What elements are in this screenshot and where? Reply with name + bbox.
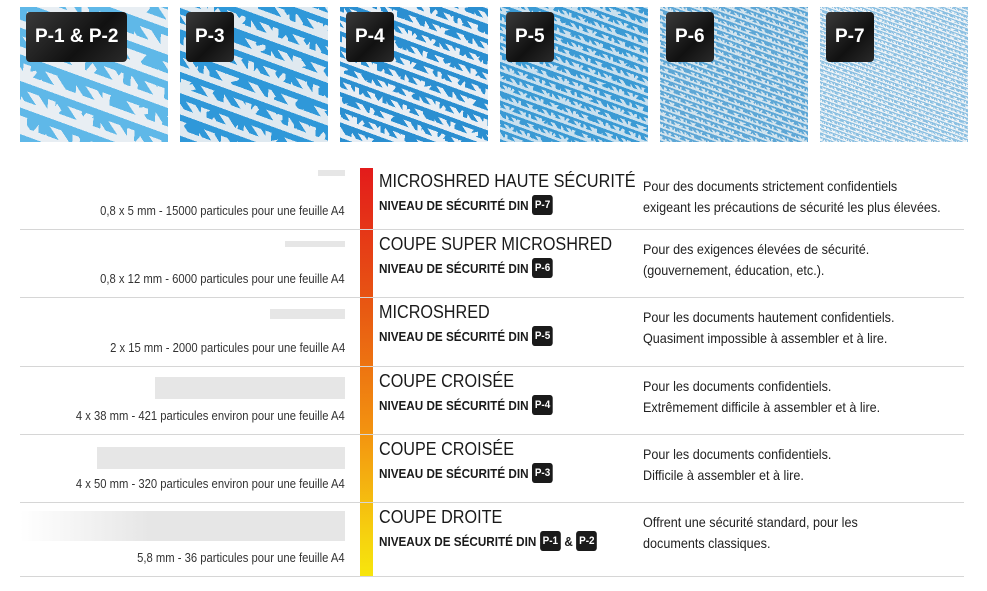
security-level-tag: P-6 bbox=[666, 12, 714, 62]
shred-sample-image bbox=[20, 7, 168, 142]
particle-size-text: 0,8 x 12 mm - 6000 particules pour une feuille A4 bbox=[100, 272, 345, 286]
particle-size-swatch bbox=[318, 170, 345, 176]
particle-size-swatch bbox=[20, 511, 345, 541]
din-level bbox=[379, 395, 553, 415]
cut-type-title: COUPE DROITE bbox=[379, 507, 503, 527]
description-line: Quasiment impossible à assembler et à lire. bbox=[643, 330, 888, 346]
security-level-row bbox=[20, 368, 964, 435]
badge-joiner: & bbox=[564, 533, 573, 549]
security-level-tag: P-4 bbox=[346, 12, 394, 62]
din-level-label: NIVEAU DE SÉCURITÉ DIN bbox=[379, 197, 529, 213]
security-level-tag: P-1 & P-2 bbox=[26, 12, 127, 62]
particle-size-swatch bbox=[97, 447, 345, 469]
shred-sample-image bbox=[500, 7, 648, 142]
particle-size-swatch bbox=[155, 377, 345, 399]
cut-type-title: COUPE SUPER MICROSHRED bbox=[379, 234, 613, 254]
din-level-badge: P-4 bbox=[532, 395, 553, 415]
description-line: Difficile à assembler et à lire. bbox=[643, 467, 804, 483]
description-line: Extrêmement difficile à assembler et à lire. bbox=[643, 399, 881, 415]
din-level-badge: P-3 bbox=[532, 463, 553, 483]
shred-sample-image bbox=[340, 7, 488, 142]
din-level-label: NIVEAU DE SÉCURITÉ DIN bbox=[379, 260, 529, 276]
din-level-label: NIVEAU DE SÉCURITÉ DIN bbox=[379, 465, 529, 481]
particle-size-swatch bbox=[285, 241, 345, 247]
din-level-badge: P-5 bbox=[532, 326, 553, 346]
particle-size-text: 2 x 15 mm - 2000 particules pour une feuille A4 bbox=[109, 341, 345, 355]
particle-size-swatch bbox=[270, 309, 345, 319]
security-level-row bbox=[20, 231, 964, 298]
description-line: exigeant les précautions de sécurité les plus élevées. bbox=[643, 199, 941, 215]
shred-sample-image bbox=[660, 7, 808, 142]
shred-sample-image bbox=[180, 7, 328, 142]
description bbox=[643, 176, 941, 218]
security-level-row bbox=[20, 436, 964, 503]
security-level-tag: P-5 bbox=[506, 12, 554, 62]
particle-size-text: 4 x 38 mm - 421 particules environ pour une feuille A4 bbox=[76, 409, 345, 423]
din-level-label: NIVEAU DE SÉCURITÉ DIN bbox=[379, 397, 529, 413]
security-level-tag: P-3 bbox=[186, 12, 234, 62]
particle-size-text: 4 x 50 mm - 320 particules environ pour une feuille A4 bbox=[76, 477, 345, 491]
cut-type-title: COUPE CROISÉE bbox=[379, 371, 515, 391]
particle-size-text: 5,8 mm - 36 particules pour une feuille A4 bbox=[137, 551, 345, 565]
description bbox=[643, 444, 831, 486]
description bbox=[643, 307, 894, 349]
description bbox=[643, 512, 858, 554]
din-level-badge: P-1 bbox=[540, 531, 561, 551]
particle-size-text: 0,8 x 5 mm - 15000 particules pour une feuille A4 bbox=[100, 204, 345, 218]
description-line: Pour des exigences élevées de sécurité. bbox=[643, 241, 870, 257]
description bbox=[643, 376, 880, 418]
security-level-tag: P-7 bbox=[826, 12, 874, 62]
description-line: Pour les documents confidentiels. bbox=[643, 378, 832, 394]
cut-type-title: MICROSHRED HAUTE SÉCURITÉ bbox=[379, 171, 636, 191]
din-level bbox=[379, 531, 597, 551]
security-level-row bbox=[20, 299, 964, 367]
security-level-row bbox=[20, 504, 964, 577]
din-level-badge: P-2 bbox=[576, 531, 597, 551]
description-line: (gouvernement, éducation, etc.). bbox=[643, 262, 825, 278]
din-level-badge: P-7 bbox=[532, 195, 553, 215]
din-level bbox=[379, 326, 553, 346]
din-level bbox=[379, 258, 553, 278]
cut-type-title: MICROSHRED bbox=[379, 302, 490, 322]
din-level-badge: P-6 bbox=[532, 258, 553, 278]
security-level-row bbox=[20, 168, 964, 230]
din-level-label: NIVEAU DE SÉCURITÉ DIN bbox=[379, 328, 529, 344]
description-line: Pour les documents confidentiels. bbox=[643, 446, 832, 462]
description-line: Pour les documents hautement confidentiels. bbox=[643, 309, 895, 325]
description bbox=[643, 239, 869, 281]
din-level bbox=[379, 195, 553, 215]
cut-type-title: COUPE CROISÉE bbox=[379, 439, 515, 459]
description-line: Pour des documents strictement confidentiels bbox=[643, 178, 898, 194]
din-level bbox=[379, 463, 553, 483]
description-line: Offrent une sécurité standard, pour les bbox=[643, 514, 858, 530]
din-level-label: NIVEAUX DE SÉCURITÉ DIN bbox=[379, 533, 537, 549]
shred-sample-image bbox=[820, 7, 968, 142]
description-line: documents classiques. bbox=[643, 535, 771, 551]
